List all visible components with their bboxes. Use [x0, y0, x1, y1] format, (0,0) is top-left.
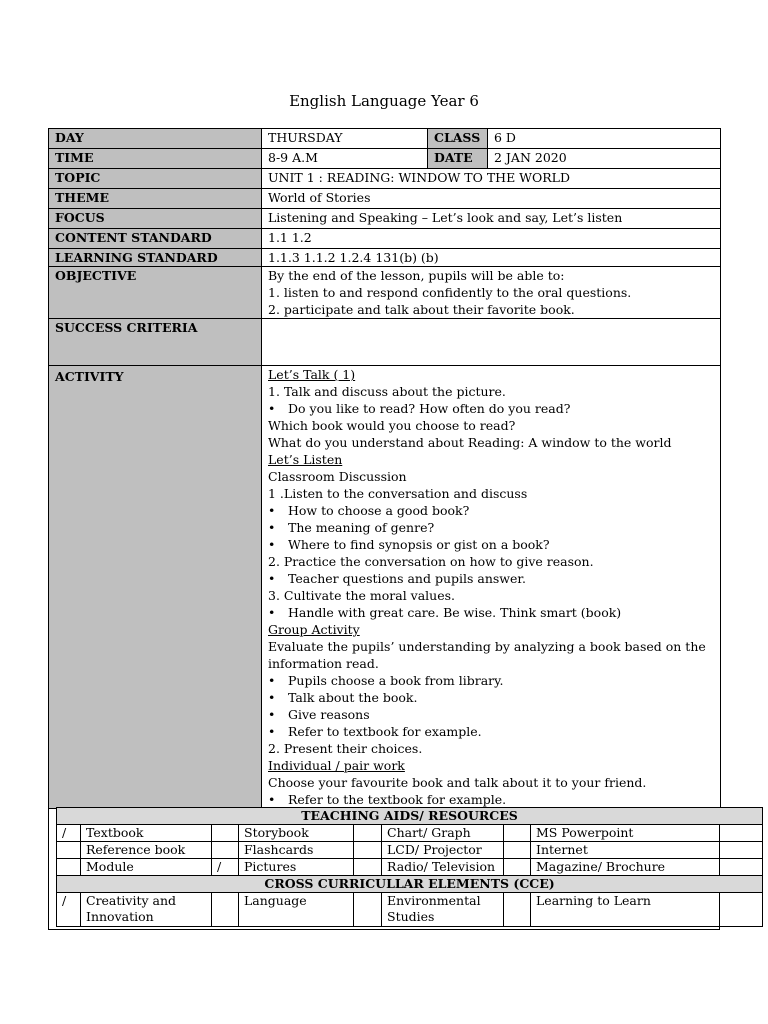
aid-checkbox[interactable]	[57, 842, 81, 859]
row-learning-standard	[49, 249, 721, 267]
cce-checkbox[interactable]	[212, 893, 239, 927]
aid-checkbox[interactable]	[354, 859, 382, 876]
cce-row	[57, 893, 763, 927]
time-value: 8-9 A.M	[262, 149, 428, 169]
activity-content	[262, 366, 721, 809]
aid-label: LCD/ Projector	[382, 842, 504, 859]
row-theme	[49, 189, 721, 209]
aids-row	[57, 859, 763, 876]
row-time	[49, 149, 721, 169]
activity-bullet: • Where to find synopsis or gist on a book?	[268, 536, 714, 553]
cce-label: Language	[239, 893, 354, 927]
day-label: DAY	[49, 129, 262, 149]
activity-bullet: • Refer to textbook for example.	[268, 723, 714, 740]
class-value: 6 D	[488, 129, 721, 149]
aid-checkbox[interactable]	[504, 859, 531, 876]
aid-label: Module	[81, 859, 212, 876]
activity-line-17: Evaluate the pupils’ understanding by analyzing a book based on the information read.	[268, 639, 706, 671]
resources-section	[48, 807, 720, 930]
focus-value: Listening and Speaking – Let’s look and say, Let’s listen	[262, 209, 721, 229]
activity-bullet: • Do you like to read? How often do you read?	[268, 400, 714, 417]
cce-label: Learning to Learn	[531, 893, 763, 927]
aids-row	[57, 825, 763, 842]
cce-label: Environmental Studies	[382, 893, 504, 927]
objective-intro: By the end of the lesson, pupils will be able to:	[268, 268, 565, 283]
learning-standard-value: 1.1.3 1.1.2 1.2.4 131(b) (b)	[262, 249, 721, 267]
activity-line-2: 1. Talk and discuss about the picture.	[268, 384, 506, 399]
activity-line-12: 2. Practice the conversation on how to give reason.	[268, 554, 594, 569]
content-standard-label: CONTENT STANDARD	[49, 229, 262, 249]
date-label: DATE	[428, 149, 488, 169]
aid-label: Reference book	[81, 842, 212, 859]
aid-label: Internet	[531, 842, 763, 859]
objective-item-1: 1. listen to and respond confidently to the oral questions.	[268, 285, 632, 300]
content-standard-value: 1.1 1.2	[262, 229, 721, 249]
aids-row	[57, 842, 763, 859]
activity-line-14: 3. Cultivate the moral values.	[268, 588, 456, 603]
activity-bullet: • Give reasons	[268, 706, 714, 723]
objective-value	[262, 267, 721, 319]
activity-line-7: Classroom Discussion	[268, 469, 407, 484]
page-title: English Language Year 6	[289, 92, 479, 110]
aid-label: Pictures	[239, 859, 354, 876]
activity-line-1: Let’s Talk ( 1)	[268, 367, 356, 382]
theme-value: World of Stories	[262, 189, 721, 209]
success-criteria-label: SUCCESS CRITERIA	[49, 319, 262, 366]
lesson-plan-table	[48, 128, 721, 809]
activity-bullet: • Handle with great care. Be wise. Think smart (book)	[268, 604, 714, 621]
cce-label: Creativity and Innovation	[81, 893, 212, 927]
day-value: THURSDAY	[262, 129, 428, 149]
activity-bullet: • Pupils choose a book from library.	[268, 672, 714, 689]
topic-value: UNIT 1 : READING: WINDOW TO THE WORLD	[262, 169, 721, 189]
activity-line-4: Which book would you choose to read?	[268, 418, 516, 433]
activity-bullet: • The meaning of genre?	[268, 519, 714, 536]
row-content-standard	[49, 229, 721, 249]
focus-label: FOCUS	[49, 209, 262, 229]
cce-checkbox[interactable]: /	[57, 893, 81, 927]
activity-line-22: 2. Present their choices.	[268, 741, 423, 756]
teaching-aids-table	[56, 807, 763, 927]
row-activity	[49, 366, 721, 809]
aid-label: Flashcards	[239, 842, 354, 859]
class-label: CLASS	[428, 129, 488, 149]
time-label: TIME	[49, 149, 262, 169]
aid-checkbox[interactable]	[354, 842, 382, 859]
activity-line-8: 1 .Listen to the conversation and discuss	[268, 486, 528, 501]
cce-checkbox[interactable]	[354, 893, 382, 927]
row-day	[49, 129, 721, 149]
aid-checkbox[interactable]: /	[212, 859, 239, 876]
activity-bullet: • Talk about the book.	[268, 689, 714, 706]
theme-label: THEME	[49, 189, 262, 209]
cce-checkbox[interactable]	[504, 893, 531, 927]
activity-line-24: Choose your favourite book and talk about it to your friend.	[268, 775, 647, 790]
activity-bullet: • Refer to the textbook for example.	[268, 791, 714, 808]
row-success-criteria	[49, 319, 721, 366]
aid-checkbox[interactable]: /	[57, 825, 81, 842]
activity-line-5: What do you understand about Reading: A window to the world	[268, 435, 672, 450]
teaching-aids-header: TEACHING AIDS/ RESOURCES	[57, 808, 763, 825]
aid-label: Magazine/ Brochure	[531, 859, 763, 876]
aid-label: MS Powerpoint	[531, 825, 763, 842]
learning-standard-label: LEARNING STANDARD	[49, 249, 262, 267]
activity-line-23: Individual / pair work	[268, 758, 405, 773]
topic-label: TOPIC	[49, 169, 262, 189]
row-focus	[49, 209, 721, 229]
aid-label: Chart/ Graph	[382, 825, 504, 842]
aid-checkbox[interactable]	[212, 842, 239, 859]
activity-bullet: • Teacher questions and pupils answer.	[268, 570, 714, 587]
activity-line-16: Group Activity	[268, 622, 360, 637]
activity-label: ACTIVITY	[49, 366, 262, 809]
success-criteria-value	[262, 319, 721, 366]
aid-checkbox[interactable]	[504, 825, 531, 842]
aid-checkbox[interactable]	[57, 859, 81, 876]
aid-checkbox[interactable]	[504, 842, 531, 859]
objective-item-2: 2. participate and talk about their favorite book.	[268, 302, 575, 317]
activity-bullet: • How to choose a good book?	[268, 502, 714, 519]
aid-checkbox[interactable]	[354, 825, 382, 842]
aid-label: Storybook	[239, 825, 354, 842]
objective-label: OBJECTIVE	[49, 267, 262, 319]
row-objective	[49, 267, 721, 319]
activity-line-6: Let’s Listen	[268, 452, 343, 467]
aid-checkbox[interactable]	[212, 825, 239, 842]
cce-header: CROSS CURRICULLAR ELEMENTS (CCE)	[57, 876, 763, 893]
date-value: 2 JAN 2020	[488, 149, 721, 169]
aid-label: Textbook	[81, 825, 212, 842]
aid-label: Radio/ Television	[382, 859, 504, 876]
row-topic	[49, 169, 721, 189]
